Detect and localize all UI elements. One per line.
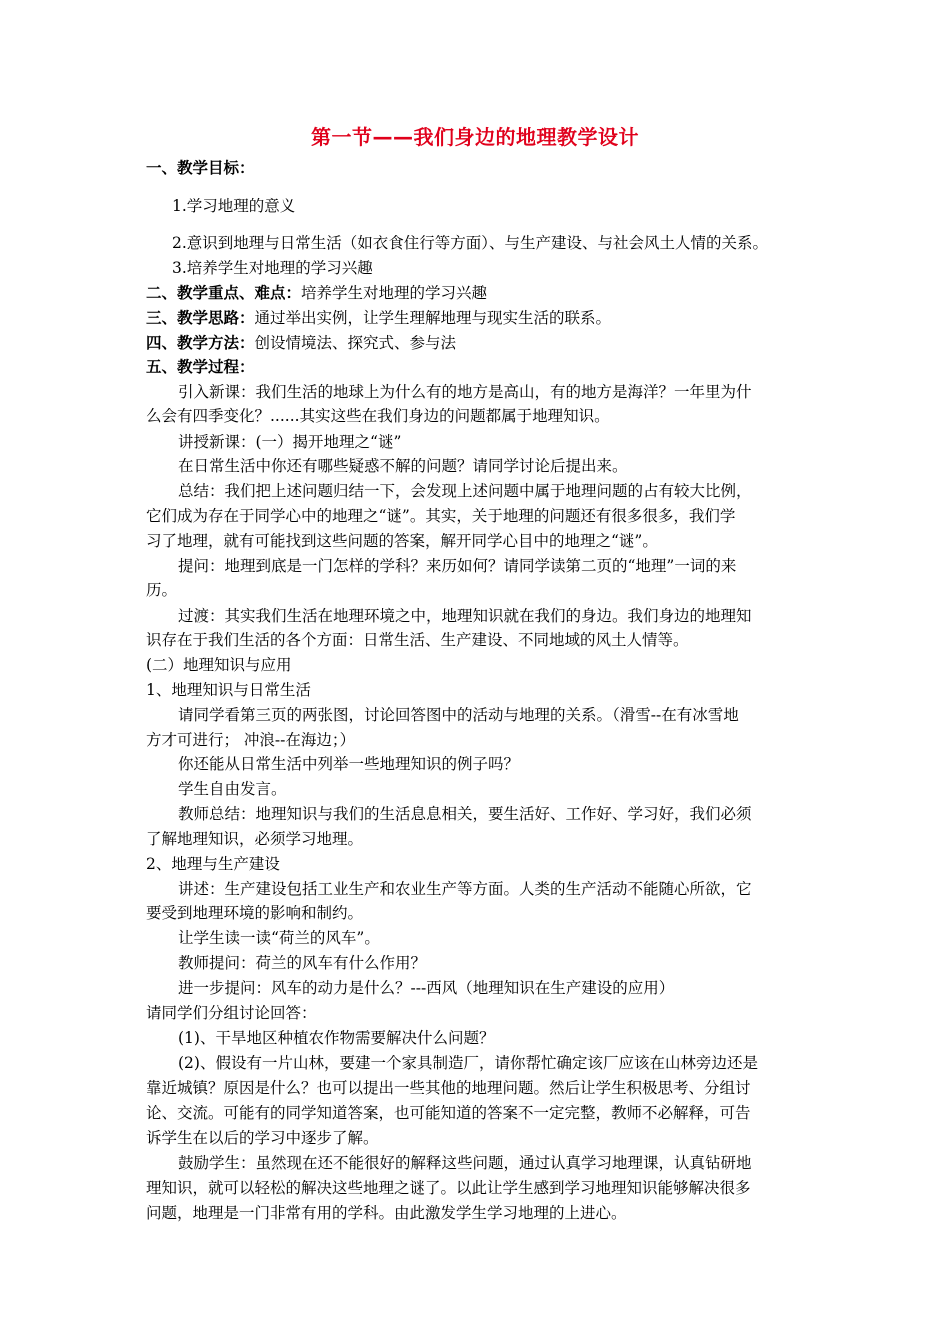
line-text: 在日常生活中你还有哪些疑惑不解的问题？请同学讨论后提出来。 — [178, 457, 628, 475]
text-line — [172, 258, 373, 278]
line-text: 让学生读一读“荷兰的风车”。 — [178, 929, 380, 947]
line-text: 进一步提问：风车的动力是什么？---西风（地理知识在生产建设的应用） — [178, 979, 675, 997]
line-text: 培养学生对地理的学习兴趣 — [301, 284, 488, 302]
line-text: 了解地理知识，必须学习地理。 — [146, 830, 364, 848]
line-text: 总结：我们把上述问题归结一下，会发现上述问题中属于地理问题的占有较大比例， — [178, 482, 752, 500]
text-line — [146, 903, 363, 923]
text-line — [146, 655, 292, 675]
text-line — [146, 1203, 627, 1223]
text-line — [146, 333, 456, 353]
line-text: 么会有四季变化？......其实这些在我们身边的问题都属于地理知识。 — [146, 407, 610, 425]
text-line — [178, 779, 287, 799]
line-text: 2.意识到地理与日常生活（如衣食住行等方面）、与生产建设、与社会风土人情的关系。 — [172, 234, 769, 252]
line-text: 学生自由发言。 — [178, 780, 287, 798]
text-line — [172, 233, 768, 253]
line-text: 你还能从日常生活中列举一些地理知识的例子吗？ — [178, 755, 520, 773]
text-line — [146, 580, 177, 600]
document-title: 第一节——我们身边的地理教学设计 — [311, 125, 639, 149]
text-line — [178, 928, 380, 948]
line-text: 历。 — [146, 581, 178, 599]
text-line — [146, 680, 311, 700]
text-line — [146, 1078, 751, 1098]
line-text: 靠近城镇？原因是什么？也可以提出一些其他的地理问题。然后让学生积极思考、分组讨 — [146, 1079, 751, 1097]
line-text: 教师提问：荷兰的风车有什么作用？ — [178, 954, 427, 972]
line-text: 方才可进行； 冲浪--在海边；） — [146, 731, 356, 749]
line-text: (二）地理知识与应用 — [146, 656, 292, 674]
line-text: 3.培养学生对地理的学习兴趣 — [172, 259, 373, 277]
line-text: 请同学们分组讨论回答： — [146, 1004, 317, 1022]
text-line — [146, 283, 487, 303]
line-text: 1.学习地理的意义 — [172, 197, 296, 215]
text-line — [146, 406, 610, 426]
line-text: 理知识，就可以轻松的解决这些地理之谜了。以此让学生感到学习地理知识能够解决很多 — [146, 1179, 751, 1197]
line-text: 习了地理，就有可能找到这些问题的答案，解开同学心目中的地理之“谜”。 — [146, 532, 658, 550]
line-text: 通过举出实例，让学生理解地理与现实生活的联系。 — [254, 309, 612, 327]
text-line — [146, 158, 255, 178]
section-heading: 一、教学目标： — [146, 159, 255, 177]
text-line — [146, 630, 689, 650]
text-line — [178, 481, 752, 501]
line-text: 讲授新课：(一）揭开地理之“谜” — [178, 433, 402, 451]
text-line — [178, 705, 739, 725]
line-text: 教师总结：地理知识与我们的生活息息相关，要生活好、工作好、学习好，我们必须 — [178, 805, 752, 823]
text-line — [146, 730, 355, 750]
section-heading: 二、教学重点、难点： — [146, 284, 302, 302]
text-line — [146, 531, 658, 551]
line-text: 鼓励学生：虽然现在还不能很好的解释这些问题，通过认真学习地理课，认真钻研地 — [178, 1154, 752, 1172]
text-line — [146, 1003, 317, 1023]
text-line — [178, 804, 752, 824]
text-line — [172, 196, 295, 216]
section-heading: 五、教学过程： — [146, 358, 255, 376]
text-line — [146, 357, 255, 377]
line-text: 讲述：生产建设包括工业生产和农业生产等方面。人类的生产活动不能随心所欲，它 — [178, 880, 752, 898]
text-line — [178, 456, 628, 476]
text-line — [178, 556, 736, 576]
text-line — [146, 1103, 751, 1123]
text-line — [146, 829, 363, 849]
text-line — [178, 978, 674, 998]
text-line — [146, 308, 611, 328]
line-text: 过渡：其实我们生活在地理环境之中，地理知识就在我们的身边。我们身边的地理知 — [178, 607, 752, 625]
section-heading: 四、教学方法： — [146, 334, 255, 352]
text-line — [178, 1053, 758, 1073]
text-line — [178, 1153, 752, 1173]
text-line — [146, 1178, 751, 1198]
text-line — [178, 754, 519, 774]
text-line — [178, 382, 752, 402]
line-text: 它们成为存在于同学心中的地理之“谜”。其实，关于地理的问题还有很多很多，我们学 — [146, 507, 736, 525]
line-text: 2、地理与生产建设 — [146, 855, 280, 873]
text-line — [178, 879, 752, 899]
line-text: 引入新课：我们生活的地球上为什么有的地方是高山，有的地方是海洋？一年里为什 — [178, 383, 752, 401]
line-text: 要受到地理环境的影响和制约。 — [146, 904, 364, 922]
text-line — [178, 432, 401, 452]
line-text: (1)、干旱地区种植农作物需要解决什么问题？ — [178, 1029, 495, 1047]
line-text: 问题，地理是一门非常有用的学科。由此激发学生学习地理的上进心。 — [146, 1204, 627, 1222]
line-text: (2)、假设有一片山林，要建一个家具制造厂，请你帮忙确定该厂应该在山林旁边还是 — [178, 1054, 758, 1072]
line-text: 提问：地理到底是一门怎样的学科？来历如何？请同学读第二页的“地理”一词的来 — [178, 557, 737, 575]
text-line — [178, 953, 426, 973]
text-line — [146, 1128, 379, 1148]
text-line — [146, 506, 735, 526]
text-line — [178, 1028, 494, 1048]
line-text: 创设情境法、探究式、参与法 — [254, 334, 457, 352]
line-text: 请同学看第三页的两张图，讨论回答图中的活动与地理的关系。（滑雪--在有冰雪地 — [178, 706, 739, 724]
section-heading: 三、教学思路： — [146, 309, 255, 327]
line-text: 1、地理知识与日常生活 — [146, 681, 311, 699]
text-line — [146, 854, 280, 874]
line-text: 诉学生在以后的学习中逐步了解。 — [146, 1129, 379, 1147]
text-line — [178, 606, 752, 626]
line-text: 识存在于我们生活的各个方面：日常生活、生产建设、不同地域的风土人情等。 — [146, 631, 689, 649]
line-text: 论、交流。可能有的同学知道答案，也可能知道的答案不一定完整，教师不必解释，可告 — [146, 1104, 751, 1122]
